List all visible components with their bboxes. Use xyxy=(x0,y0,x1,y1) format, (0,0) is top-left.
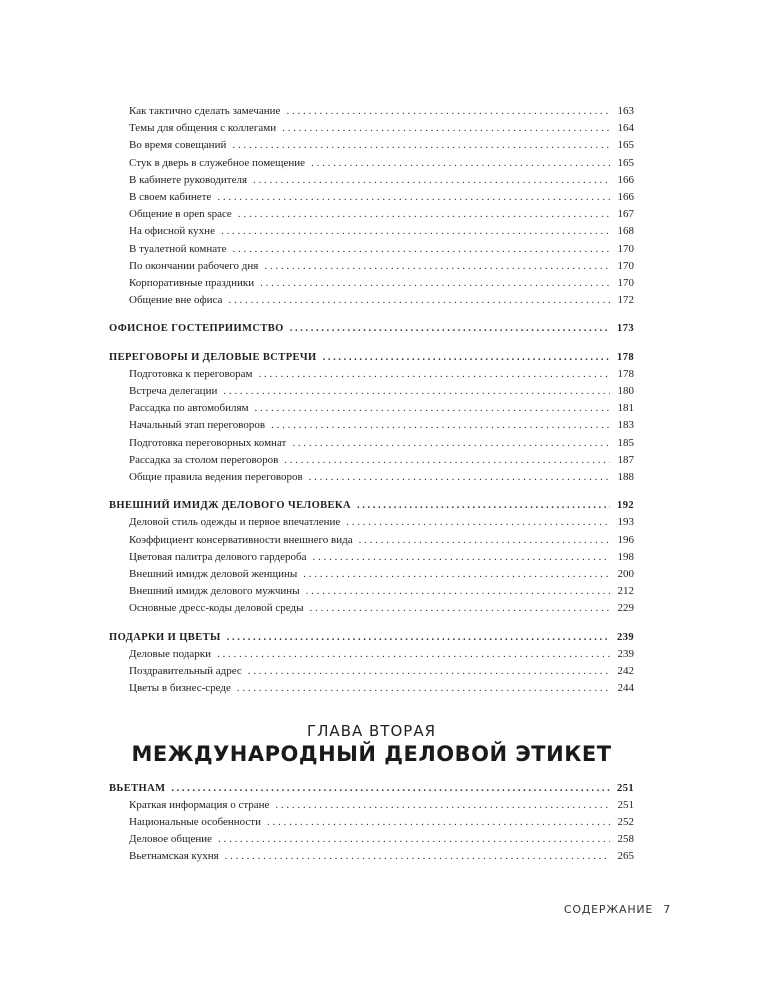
dot-leader xyxy=(225,848,610,865)
dot-leader xyxy=(253,172,610,189)
toc-page-number: 183 xyxy=(617,419,634,432)
dot-leader xyxy=(232,137,610,154)
toc-page-number: 200 xyxy=(617,568,634,581)
toc-entry-row[interactable] xyxy=(109,532,634,549)
toc-entry-row[interactable] xyxy=(109,172,634,189)
toc-entry-row[interactable] xyxy=(109,469,634,486)
toc-entry-title: Национальные особенности xyxy=(129,815,261,828)
toc-entry-row[interactable] xyxy=(109,241,634,258)
toc-entry-row[interactable] xyxy=(109,383,634,400)
toc-page-number: 239 xyxy=(617,647,634,660)
dot-leader xyxy=(323,349,610,366)
toc-entry-row[interactable] xyxy=(109,514,634,531)
toc-page-number: 192 xyxy=(617,500,634,512)
toc-section-title: ВНЕШНИЙ ИМИДЖ ДЕЛОВОГО ЧЕЛОВЕКА xyxy=(109,500,351,512)
dot-leader xyxy=(221,223,610,240)
toc-page-number: 193 xyxy=(617,516,634,529)
toc-entry-title: Деловые подарки xyxy=(129,647,212,660)
toc-entry-title: Цветы в бизнес-среде xyxy=(129,682,231,695)
toc-section-row[interactable] xyxy=(109,780,634,797)
dot-leader xyxy=(228,292,610,309)
toc-page-number: 170 xyxy=(617,259,634,272)
toc-part-two xyxy=(109,780,634,866)
toc-section-title: ПЕРЕГОВОРЫ И ДЕЛОВЫЕ ВСТРЕЧИ xyxy=(109,351,317,363)
toc-page-number: 244 xyxy=(617,682,634,695)
toc-entry-row[interactable] xyxy=(109,155,634,172)
toc-entry-title: Корпоративные праздники xyxy=(129,277,255,290)
toc-page-number: 239 xyxy=(617,631,634,643)
toc-section-row[interactable] xyxy=(109,349,634,366)
toc-entry-title: Цветовая палитра делового гардероба xyxy=(129,550,307,563)
running-head: СОДЕРЖАНИЕ xyxy=(563,903,654,916)
toc-entry-title: Рассадка по автомобилям xyxy=(129,402,249,415)
toc-entry-row[interactable] xyxy=(109,120,634,137)
toc-entry-title: Общение вне офиса xyxy=(129,294,223,307)
dot-leader xyxy=(264,258,610,275)
toc-entry-title: Основные дресс-коды деловой среды xyxy=(129,602,304,615)
toc-section-title: ПОДАРКИ И ЦВЕТЫ xyxy=(109,631,221,643)
toc-page-number: 170 xyxy=(617,242,634,255)
toc-entry-row[interactable] xyxy=(109,435,634,452)
dot-leader xyxy=(292,435,610,452)
page-number: 7 xyxy=(663,903,671,916)
toc-entry-title: Деловое общение xyxy=(129,833,212,846)
toc-entry-row[interactable] xyxy=(109,831,634,848)
toc-page-number: 258 xyxy=(617,833,634,846)
toc-entry-title: Внешний имидж деловой женщины xyxy=(129,568,298,581)
toc-entry-row[interactable] xyxy=(109,680,634,697)
toc-entry-title: По окончании рабочего дня xyxy=(129,259,259,272)
toc-entry-title: Темы для общения с коллегами xyxy=(129,122,277,135)
toc-page-number: 198 xyxy=(617,550,634,563)
dot-leader xyxy=(282,120,610,137)
dot-leader xyxy=(286,103,610,120)
dot-leader xyxy=(311,155,610,172)
toc-page-number: 229 xyxy=(617,602,634,615)
toc-entry-title: На офисной кухне xyxy=(129,225,215,238)
toc-section-row[interactable] xyxy=(109,497,634,514)
toc-entry-row[interactable] xyxy=(109,275,634,292)
toc-entry-row[interactable] xyxy=(109,452,634,469)
toc-entry-title: Поздравительный адрес xyxy=(129,665,242,678)
toc-page-number: 166 xyxy=(617,191,634,204)
toc-entry-title: Подготовка к переговорам xyxy=(129,367,253,380)
toc-page-number: 173 xyxy=(617,323,634,335)
chapter-kicker: ГЛАВА ВТОРАЯ xyxy=(307,721,436,740)
toc-entry-title: Вьетнамская кухня xyxy=(129,850,219,863)
toc-page-number: 167 xyxy=(617,208,634,221)
toc-entry-row[interactable] xyxy=(109,848,634,865)
toc-page-number: 180 xyxy=(617,385,634,398)
toc-entry-row[interactable] xyxy=(109,292,634,309)
toc-entry-title: Подготовка переговорных комнат xyxy=(129,436,287,449)
page-footer xyxy=(564,903,671,916)
toc-page-number: 265 xyxy=(617,850,634,863)
dot-leader xyxy=(312,549,610,566)
toc-entry-title: Рассадка за столом переговоров xyxy=(129,453,279,466)
toc-section-title: ОФИСНОЕ ГОСТЕПРИИМСТВО xyxy=(109,323,284,335)
toc-entry-row[interactable] xyxy=(109,583,634,600)
toc-page-number: 165 xyxy=(617,156,634,169)
toc-part-one xyxy=(109,103,634,698)
toc-entry-row[interactable] xyxy=(109,417,634,434)
toc-entry-title: Стук в дверь в служебное помещение xyxy=(129,156,306,169)
toc-entry-title: Краткая информация о стране xyxy=(129,798,270,811)
dot-leader xyxy=(267,814,610,831)
toc-entry-row[interactable] xyxy=(109,258,634,275)
toc-entry-title: Общие правила ведения переговоров xyxy=(129,471,303,484)
dot-leader xyxy=(260,275,610,292)
toc-page-number: 251 xyxy=(617,782,634,794)
toc-entry-title: Начальный этап переговоров xyxy=(129,419,266,432)
dot-leader xyxy=(284,452,610,469)
toc-entry-title: Во время совещаний xyxy=(129,139,227,152)
toc-entry-title: Коэффициент консервативности внешнего вида xyxy=(129,533,353,546)
toc-entry-row[interactable] xyxy=(109,646,634,663)
dot-leader xyxy=(310,600,610,617)
toc-entry-title: В своем кабинете xyxy=(129,191,212,204)
toc-section-title: ВЬЕТНАМ xyxy=(109,782,166,794)
toc-page-number: 168 xyxy=(617,225,634,238)
toc-entry-title: Встреча делегации xyxy=(129,385,218,398)
toc-entry-row[interactable] xyxy=(109,663,634,680)
dot-leader xyxy=(248,663,610,680)
dot-leader xyxy=(218,831,610,848)
dot-leader xyxy=(238,206,610,223)
dot-leader xyxy=(258,366,610,383)
toc-entry-row[interactable] xyxy=(109,223,634,240)
toc-entry-row[interactable] xyxy=(109,189,634,206)
toc-entry-title: Общение в open space xyxy=(129,208,232,221)
toc-page-number: 166 xyxy=(617,173,634,186)
dot-leader xyxy=(309,469,610,486)
toc-section-row[interactable] xyxy=(109,320,634,337)
section-gap xyxy=(109,338,634,349)
dot-leader xyxy=(171,780,610,797)
dot-leader xyxy=(346,514,610,531)
toc-entry-title: Внешний имидж делового мужчины xyxy=(129,585,300,598)
dot-leader xyxy=(217,189,610,206)
toc-page-number: 242 xyxy=(617,665,634,678)
toc-page-number: 251 xyxy=(617,798,634,811)
toc-page-number: 187 xyxy=(617,453,634,466)
dot-leader xyxy=(306,583,610,600)
table-of-contents xyxy=(109,103,634,866)
toc-entry-title: Деловой стиль одежды и первое впечатление xyxy=(129,516,341,529)
toc-page-number: 164 xyxy=(617,122,634,135)
chapter-heading xyxy=(109,722,634,766)
dot-leader xyxy=(227,629,610,646)
dot-leader xyxy=(217,646,610,663)
toc-entry-row[interactable] xyxy=(109,103,634,120)
toc-entry-row[interactable] xyxy=(109,137,634,154)
dot-leader xyxy=(303,566,610,583)
toc-entry-title: Как тактично сделать замечание xyxy=(129,105,281,117)
toc-page-number: 188 xyxy=(617,471,634,484)
chapter-title: МЕЖДУНАРОДНЫЙ ДЕЛОВОЙ ЭТИКЕТ xyxy=(131,741,612,766)
dot-leader xyxy=(357,497,610,514)
toc-entry-row[interactable] xyxy=(109,797,634,814)
toc-page-number: 212 xyxy=(617,585,634,598)
dot-leader xyxy=(290,320,610,337)
dot-leader xyxy=(255,400,610,417)
toc-entry-title: В кабинете руководителя xyxy=(129,173,248,186)
section-gap xyxy=(109,486,634,497)
toc-entry-row[interactable] xyxy=(109,366,634,383)
dot-leader xyxy=(223,383,610,400)
dot-leader xyxy=(237,680,610,697)
toc-entry-title: В туалетной комнате xyxy=(129,242,227,255)
section-gap xyxy=(109,309,634,320)
toc-page-number: 172 xyxy=(617,294,634,307)
toc-page-number: 252 xyxy=(617,815,634,828)
toc-entry-row[interactable] xyxy=(109,549,634,566)
toc-page-number: 178 xyxy=(617,351,634,363)
dot-leader xyxy=(275,797,610,814)
toc-entry-row[interactable] xyxy=(109,400,634,417)
toc-entry-row[interactable] xyxy=(109,566,634,583)
dot-leader xyxy=(233,241,611,258)
toc-entry-row[interactable] xyxy=(109,206,634,223)
toc-section-row[interactable] xyxy=(109,629,634,646)
toc-page-number: 185 xyxy=(617,436,634,449)
toc-entry-row[interactable] xyxy=(109,814,634,831)
toc-page-number: 196 xyxy=(617,533,634,546)
section-gap xyxy=(109,618,634,629)
dot-leader xyxy=(359,532,610,549)
toc-page-number: 170 xyxy=(617,277,634,290)
toc-page-number: 178 xyxy=(617,367,634,380)
toc-page-number: 165 xyxy=(617,139,634,152)
toc-page-number: 163 xyxy=(617,105,634,117)
toc-entry-row[interactable] xyxy=(109,600,634,617)
toc-page-number: 181 xyxy=(617,402,634,415)
dot-leader xyxy=(271,417,610,434)
